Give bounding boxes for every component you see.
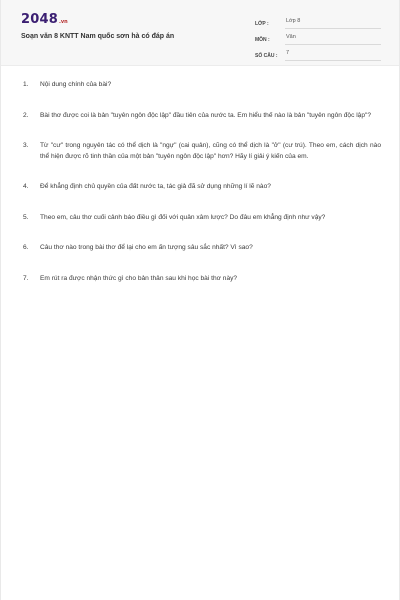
question-list	[23, 80, 381, 284]
question-number: 5.	[23, 213, 29, 221]
question-number: 3.	[23, 142, 29, 149]
question-item	[23, 182, 381, 193]
meta-row-subject	[255, 31, 381, 45]
question-number: 2.	[23, 111, 29, 119]
worksheet-header	[1, 0, 399, 66]
meta-value-subject: Văn	[285, 33, 381, 45]
question-item	[23, 243, 381, 254]
question-text: Để khẳng định chủ quyền của đất nước ta, tác giả đã sử dụng những lí lẽ nào?	[40, 183, 271, 190]
logo-domain: .vn	[58, 19, 68, 25]
meta-label-question-count: SỐ CÂU :	[255, 53, 278, 59]
question-text: Nội dung chính của bài?	[40, 81, 112, 88]
site-logo[interactable]	[21, 13, 68, 27]
question-item	[23, 80, 381, 91]
document-title: Soạn văn 8 KNTT Nam quốc sơn hà có đáp án	[21, 33, 175, 40]
question-number: 1.	[23, 81, 29, 88]
question-number: 4.	[23, 183, 29, 190]
question-item	[23, 111, 381, 122]
meta-row-class	[255, 15, 381, 29]
question-text: Theo em, câu thơ cuối cảnh báo điều gì đối với quân xâm lược? Do đâu em khẳng định như vậy?	[40, 213, 326, 221]
question-text: Bài thơ được coi là bản "tuyên ngôn độc lập" đầu tiên của nước ta. Em hiểu thế nào là bản "tuyên ngôn độc lập"?	[40, 111, 372, 119]
meta-label-subject: MÔN :	[255, 37, 270, 43]
question-text: Từ "cư" trong nguyên tác có thể dịch là "ngự" (cai quản), cũng có thể dịch là "ở" (cư trú). Theo em, cách dịch nào thể hiện được rõ tinh thần của một bản "tuyên ngôn độc lập" hơn? Hãy lí giải ý kiến của em.	[40, 142, 381, 160]
question-item	[23, 213, 381, 224]
meta-label-class: LỚP :	[255, 21, 269, 27]
logo-text: 2048	[21, 12, 58, 27]
question-item	[23, 141, 381, 162]
question-number: 6.	[23, 244, 29, 251]
question-item	[23, 274, 381, 285]
question-text: Câu thơ nào trong bài thơ để lại cho em ấn tượng sâu sắc nhất? Vì sao?	[40, 244, 253, 251]
question-number: 7.	[23, 274, 29, 282]
meta-info	[255, 15, 381, 63]
meta-value-class: Lớp 8	[285, 17, 381, 29]
meta-value-question-count: 7	[285, 49, 381, 61]
question-text: Em rút ra được nhận thức gì cho bản thân sau khi học bài thơ này?	[40, 274, 238, 282]
meta-row-question-count	[255, 47, 381, 61]
